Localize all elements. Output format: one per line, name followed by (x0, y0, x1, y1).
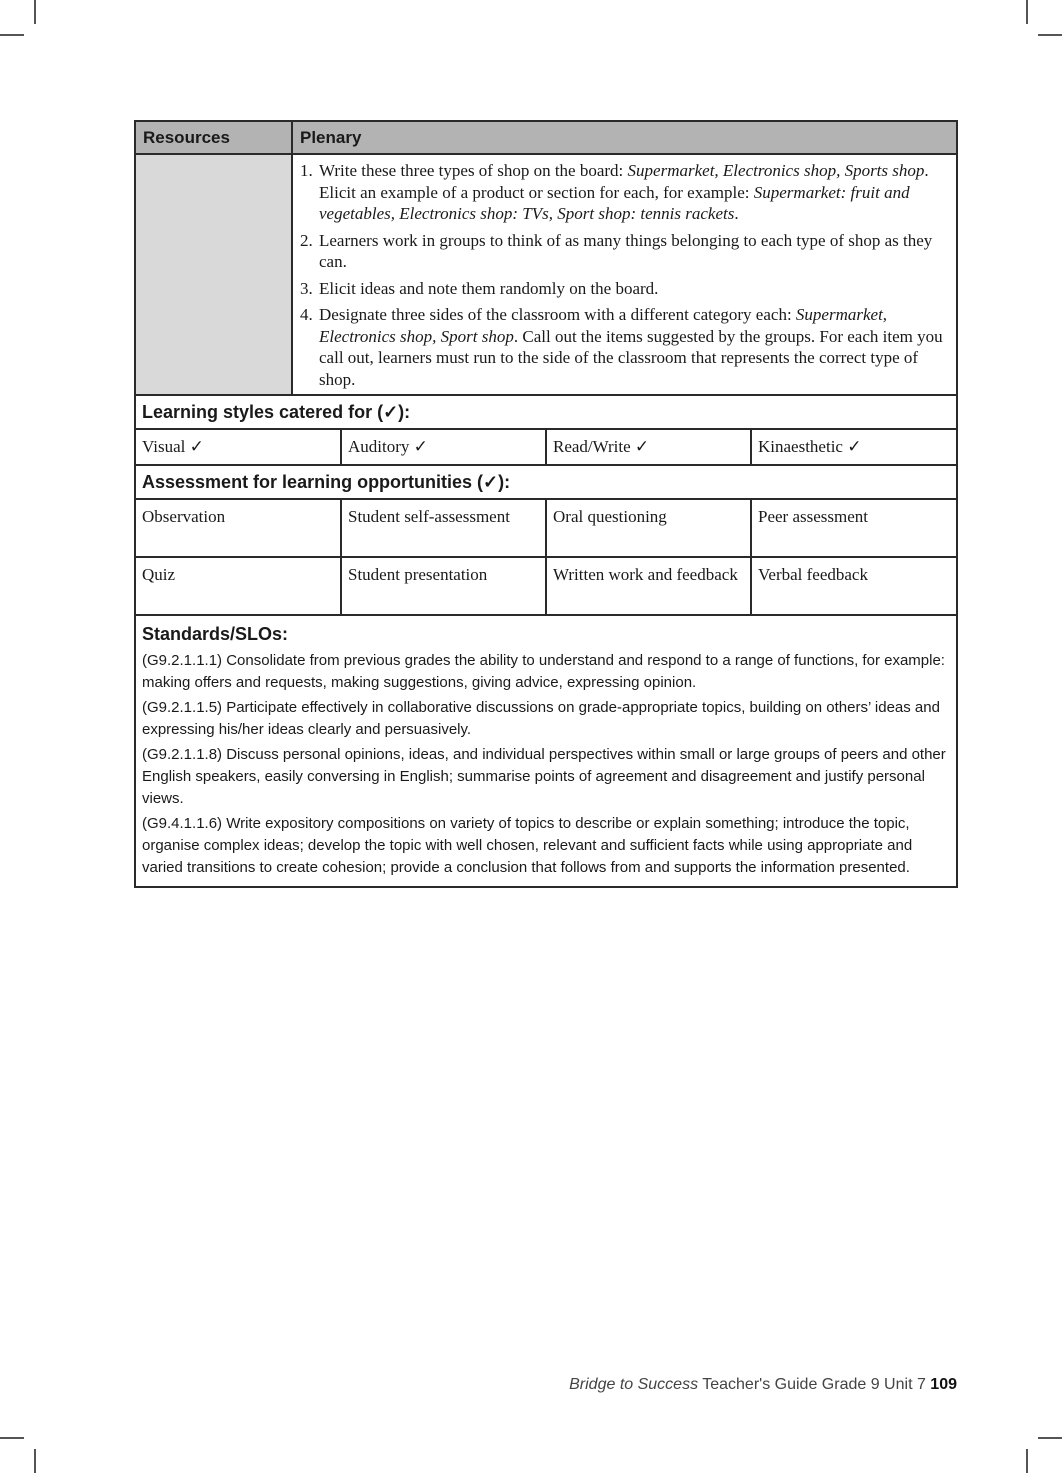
crop-mark (1038, 34, 1062, 36)
page-number: 109 (930, 1376, 957, 1393)
standard-item: (G9.2.1.1.8) Discuss personal opinions, ideas, and individual perspectives within small or large groups of peers and other English speakers, easily conversing in English; summarise points of agreement and disagreement and justify personal views. (142, 745, 946, 807)
step-text-italic: Supermarket, Electronics shop, Sports shop (627, 161, 925, 180)
step-text: Write these three types of shop on the board: (319, 161, 628, 180)
step-text: . (734, 204, 739, 223)
assessment-row (135, 499, 957, 557)
learning-styles-title: Learning styles catered for (✓): (135, 395, 957, 429)
assessment-cell: Written work and feedback (546, 557, 751, 615)
page-footer (569, 1376, 957, 1394)
assessment-cell: Observation (135, 499, 341, 557)
footer-subtitle: Teacher's Guide Grade 9 Unit 7 (698, 1376, 931, 1393)
plenary-header: Plenary (292, 121, 957, 154)
learning-style-auditory: Auditory ✓ (341, 429, 546, 465)
crop-mark (34, 0, 36, 24)
standard-item: (G9.2.1.1.1) Consolidate from previous grades the ability to understand and respond to a range of functions, for example: making offers and requests, making suggestions, giving advice, expressing opinion. (142, 651, 945, 691)
book-title: Bridge to Success (569, 1376, 699, 1393)
step-text: . Call out the items suggested by the groups. For each item you call out, learners must run to the side of the classroom that represents the correct type of shop. (319, 326, 943, 389)
standards-cell (135, 615, 957, 887)
assessment-title: Assessment for learning opportunities (✓): (135, 465, 957, 499)
step-text: Elicit ideas and note them randomly on the board. (319, 278, 659, 298)
step-text: . Elicit an example of a product or section for each, for example: (319, 161, 929, 202)
plenary-cell (292, 154, 957, 395)
learning-style-visual: Visual ✓ (135, 429, 341, 465)
table-header-row (135, 121, 957, 154)
resources-header: Resources (135, 121, 292, 154)
crop-mark (1038, 1437, 1062, 1439)
assessment-row (135, 557, 957, 615)
learning-style-read-write: Read/Write ✓ (546, 429, 751, 465)
assessment-cell: Verbal feedback (751, 557, 957, 615)
standard-item: (G9.2.1.1.5) Participate effectively in collaborative discussions on grade-appropriate topics, building on others’ ideas and expressing his/her ideas clearly and persuasively. (142, 698, 940, 738)
learning-style-kinaesthetic: Kinaesthetic ✓ (751, 429, 957, 465)
assessment-cell: Peer assessment (751, 499, 957, 557)
plenary-step (300, 230, 948, 273)
assessment-cell: Quiz (135, 557, 341, 615)
learning-styles-title-row (135, 395, 957, 429)
step-number: 4. (300, 305, 313, 324)
resources-cell (135, 154, 292, 395)
plenary-steps-list (300, 160, 948, 390)
crop-mark (34, 1449, 36, 1473)
standards-title: Standards/SLOs: (142, 623, 289, 644)
step-text: Designate three sides of the classroom with a different category each: (319, 305, 796, 324)
lesson-plan-table (134, 120, 958, 888)
step-text-italic: Supermarket, Electronics shop, Sport shop (319, 305, 888, 346)
assessment-cell: Student self-assessment (341, 499, 546, 557)
learning-styles-row (135, 429, 957, 465)
step-number: 1. (300, 161, 313, 180)
standards-row (135, 615, 957, 887)
crop-mark (0, 1437, 24, 1439)
plenary-row (135, 154, 957, 395)
crop-mark (1026, 1449, 1028, 1473)
assessment-title-row (135, 465, 957, 499)
step-text: Learners work in groups to think of as many things belonging to each type of shop as they can. (319, 230, 933, 271)
step-number: 2. (300, 230, 313, 250)
plenary-step (300, 304, 948, 390)
assessment-cell: Student presentation (341, 557, 546, 615)
plenary-step (300, 278, 948, 300)
crop-mark (0, 34, 24, 36)
plenary-step (300, 160, 948, 225)
assessment-cell: Oral questioning (546, 499, 751, 557)
step-number: 3. (300, 278, 313, 298)
crop-mark (1026, 0, 1028, 24)
step-text-italic: Supermarket: fruit and vegetables, Electronics shop: TVs, Sport shop: tennis rackets (319, 182, 910, 223)
standard-item: (G9.4.1.1.6) Write expository compositions on variety of topics to describe or explain something; introduce the topic, organise complex ideas; develop the topic with well chosen, relevant and sufficient facts while using appropriate and varied transitions to create cohesion; provide a conclusion that follows from and supports the information presented. (142, 814, 913, 876)
